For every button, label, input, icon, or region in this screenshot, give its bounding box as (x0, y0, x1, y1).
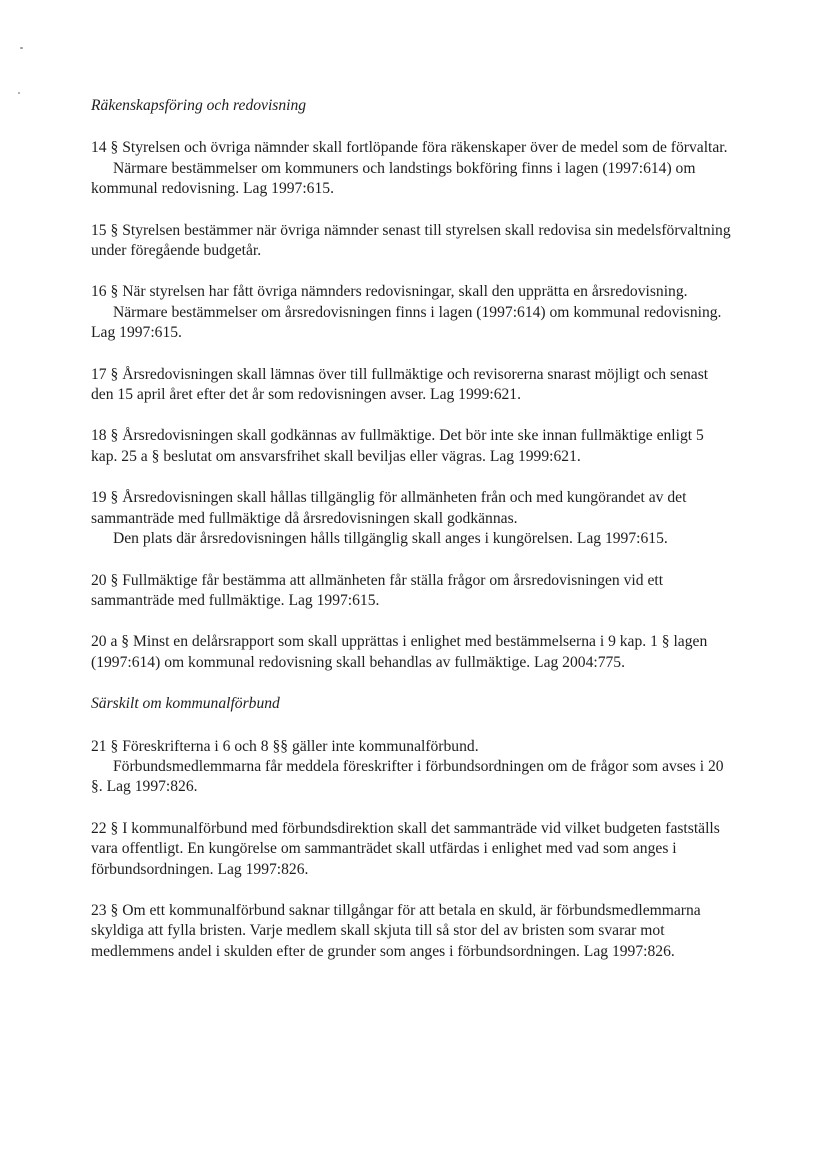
section-21-text: 21 § Föreskrifterna i 6 och 8 §§ gäller inte kommunalförbund. (91, 737, 479, 755)
section-20a-text: 20 a § Minst en delårsrapport som skall upprättas i enlighet med bestämmelserna i 9 kap. 1 § lagen (1997:614) om kommunal redovisning skall behandlas av fullmäktige. Lag 2004:775. (91, 633, 708, 671)
document-body (91, 96, 731, 983)
section-20 (91, 571, 731, 612)
section-18-text: 18 § Årsredovisningen skall godkännas av fullmäktige. Det bör inte ske innan fullmäktige enligt 5 kap. 25 a § beslutat om ansvarsfrihet skall beviljas eller vägras. Lag 1999:621. (91, 427, 704, 465)
heading-federation: Särskilt om kommunalförbund (91, 695, 280, 713)
section-17-text: 17 § Årsredovisningen skall lämnas över till fullmäktige och revisorerna snarast möjligt och senast den 15 april året efter det år som redovisningen avser. Lag 1999:621. (91, 365, 709, 404)
section-23 (91, 901, 731, 962)
heading-accounting: Räkenskapsföring och redovisning (91, 97, 307, 114)
section-23-text: 23 § Om ett kommunalförbund saknar tillgångar för att betala en skuld, är förbundsmedlemmarna skyldiga att fylla bristen. Varje medlem skall skjuta till så stor del av bristen som svarar mot medlemmens andel i skulden efter de grunder som anges i förbundsordningen. Lag 1997:826. (91, 901, 701, 960)
section-20-text: 20 § Fullmäktige får bestämma att allmänheten får ställa frågor om årsredovisningen vid ett sammanträde med fullmäktige. Lag 1997:615. (91, 571, 664, 609)
section-15 (91, 221, 731, 262)
section-19-subtext: Den plats där årsredovisningen hålls tillgänglig skall anges i kungörelsen. Lag 1997:615. (113, 530, 668, 548)
section-19 (91, 488, 731, 549)
section-21-subtext: Förbundsmedlemmarna får meddela föreskrifter i förbundsordningen om de frågor som avses i 20 §. Lag 1997:826. (91, 757, 724, 796)
section-22-text: 22 § I kommunalförbund med förbundsdirektion skall det sammanträde vid vilket budgeten fastställs vara offentligt. En kungörelse om sammanträdet skall utfärdas i enlighet med vad som anges i förbundsordningen. Lag 1997:826. (91, 819, 720, 878)
section-14-subtext: Närmare bestämmelser om kommuners och landstings bokföring finns i lagen (1997:614) om kommunal redovisning. Lag 1997:615. (91, 159, 696, 198)
section-20a (91, 632, 731, 673)
section-16-subtext: Närmare bestämmelser om årsredovisningen finns i lagen (1997:614) om kommunal redovisning. Lag 1997:615. (91, 303, 722, 342)
section-18 (91, 426, 731, 467)
section-16 (91, 282, 731, 343)
section-21 (91, 737, 731, 798)
scan-speck (18, 92, 20, 94)
section-14 (91, 138, 731, 199)
section-22 (91, 819, 731, 880)
section-14-text: 14 § Styrelsen och övriga nämnder skall fortlöpande föra räkenskaper över de medel som de förvaltar. (91, 139, 728, 157)
scan-speck (20, 47, 23, 49)
section-15-text: 15 § Styrelsen bestämmer när övriga nämnder senast till styrelsen skall redovisa sin medelsförvaltning under föregående budgetår. (91, 221, 731, 260)
section-16-text: 16 § När styrelsen har fått övriga nämnders redovisningar, skall den upprätta en årsredovisning. (91, 283, 688, 301)
section-17 (91, 365, 731, 406)
section-19-text: 19 § Årsredovisningen skall hållas tillgänglig för allmänheten från och med kungörandet av det sammanträde med fullmäktige då årsredovisningen skall godkännas. (91, 489, 687, 527)
